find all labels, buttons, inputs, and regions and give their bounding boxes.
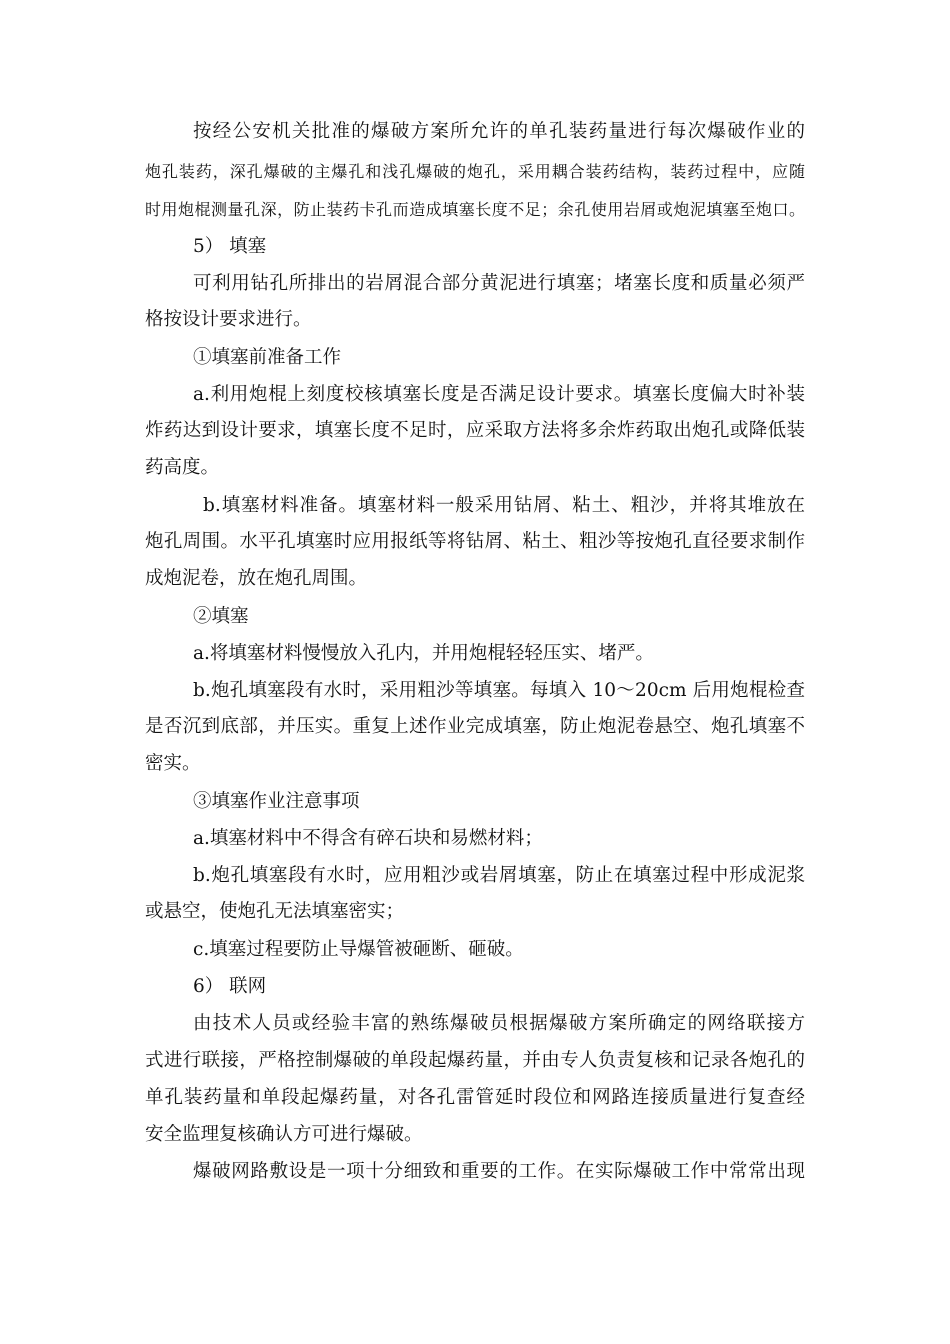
text-line: 时用炮棍测量孔深，防止装药卡孔而造成填塞长度不足；余孔使用岩屑或炮泥填塞至炮口。: [145, 200, 805, 219]
subsection-heading: ①填塞前准备工作: [193, 347, 342, 368]
text-line: b.炮孔填塞段有水时，采用粗沙等填塞。每填入 10～20cm 后用炮棍检查: [193, 680, 805, 701]
text-line: 爆破网路敷设是一项十分细致和重要的工作。在实际爆破工作中常常出现: [193, 1161, 805, 1182]
text-line: 成炮泥卷，放在炮孔周围。: [145, 568, 368, 589]
text-line: 式进行联接，严格控制爆破的单段起爆药量，并由专人负责复核和记录各炮孔的: [145, 1050, 805, 1071]
text-line: 药高度。: [145, 457, 220, 478]
text-line: 单孔装药量和单段起爆药量，对各孔雷管延时段位和网路连接质量进行复查经: [145, 1087, 805, 1108]
text-line: 密实。: [145, 753, 201, 774]
text-line: 安全监理复核确认方可进行爆破。: [145, 1124, 423, 1145]
text-line: 炸药达到设计要求，填塞长度不足时，应采取方法将多余炸药取出炮孔或降低装: [145, 420, 805, 441]
text-line: 格按设计要求进行。: [145, 309, 312, 330]
text-line: 炮孔装药，深孔爆破的主爆孔和浅孔爆破的炮孔，采用耦合装药结构，装药过程中，应随: [145, 162, 805, 181]
text-line: 炮孔周围。水平孔填塞时应用报纸等将钻屑、粘土、粗沙等按炮孔直径要求制作: [145, 531, 805, 552]
text-line: 按经公安机关批准的爆破方案所允许的单孔装药量进行每次爆破作业的: [193, 121, 805, 142]
text-line: b.炮孔填塞段有水时，应用粗沙或岩屑填塞，防止在填塞过程中形成泥浆: [193, 865, 805, 886]
subsection-heading: ③填塞作业注意事项: [193, 791, 360, 812]
text-line: a.利用炮棍上刻度校核填塞长度是否满足设计要求。填塞长度偏大时补装: [193, 384, 805, 405]
section-heading: 6） 联网: [193, 976, 267, 997]
text-line: a.填塞材料中不得含有碎石块和易燃材料；: [193, 828, 543, 849]
text-line: a.将填塞材料慢慢放入孔内，并用炮棍轻轻压实、堵严。: [193, 643, 654, 664]
subsection-heading: ②填塞: [193, 606, 249, 627]
section-heading: 5） 填塞: [193, 236, 267, 257]
text-line: c.填塞过程要防止导爆管被砸断、砸破。: [193, 939, 524, 960]
text-line: b.填塞材料准备。填塞材料一般采用钻屑、粘土、粗沙，并将其堆放在: [203, 495, 805, 516]
text-line: 可利用钻孔所排出的岩屑混合部分黄泥进行填塞；堵塞长度和质量必须严: [193, 273, 805, 294]
text-line: 是否沉到底部，并压实。重复上述作业完成填塞，防止炮泥卷悬空、炮孔填塞不: [145, 716, 805, 737]
text-line: 由技术人员或经验丰富的熟练爆破员根据爆破方案所确定的网络联接方: [193, 1013, 805, 1034]
text-line: 或悬空，使炮孔无法填塞密实；: [145, 901, 405, 922]
